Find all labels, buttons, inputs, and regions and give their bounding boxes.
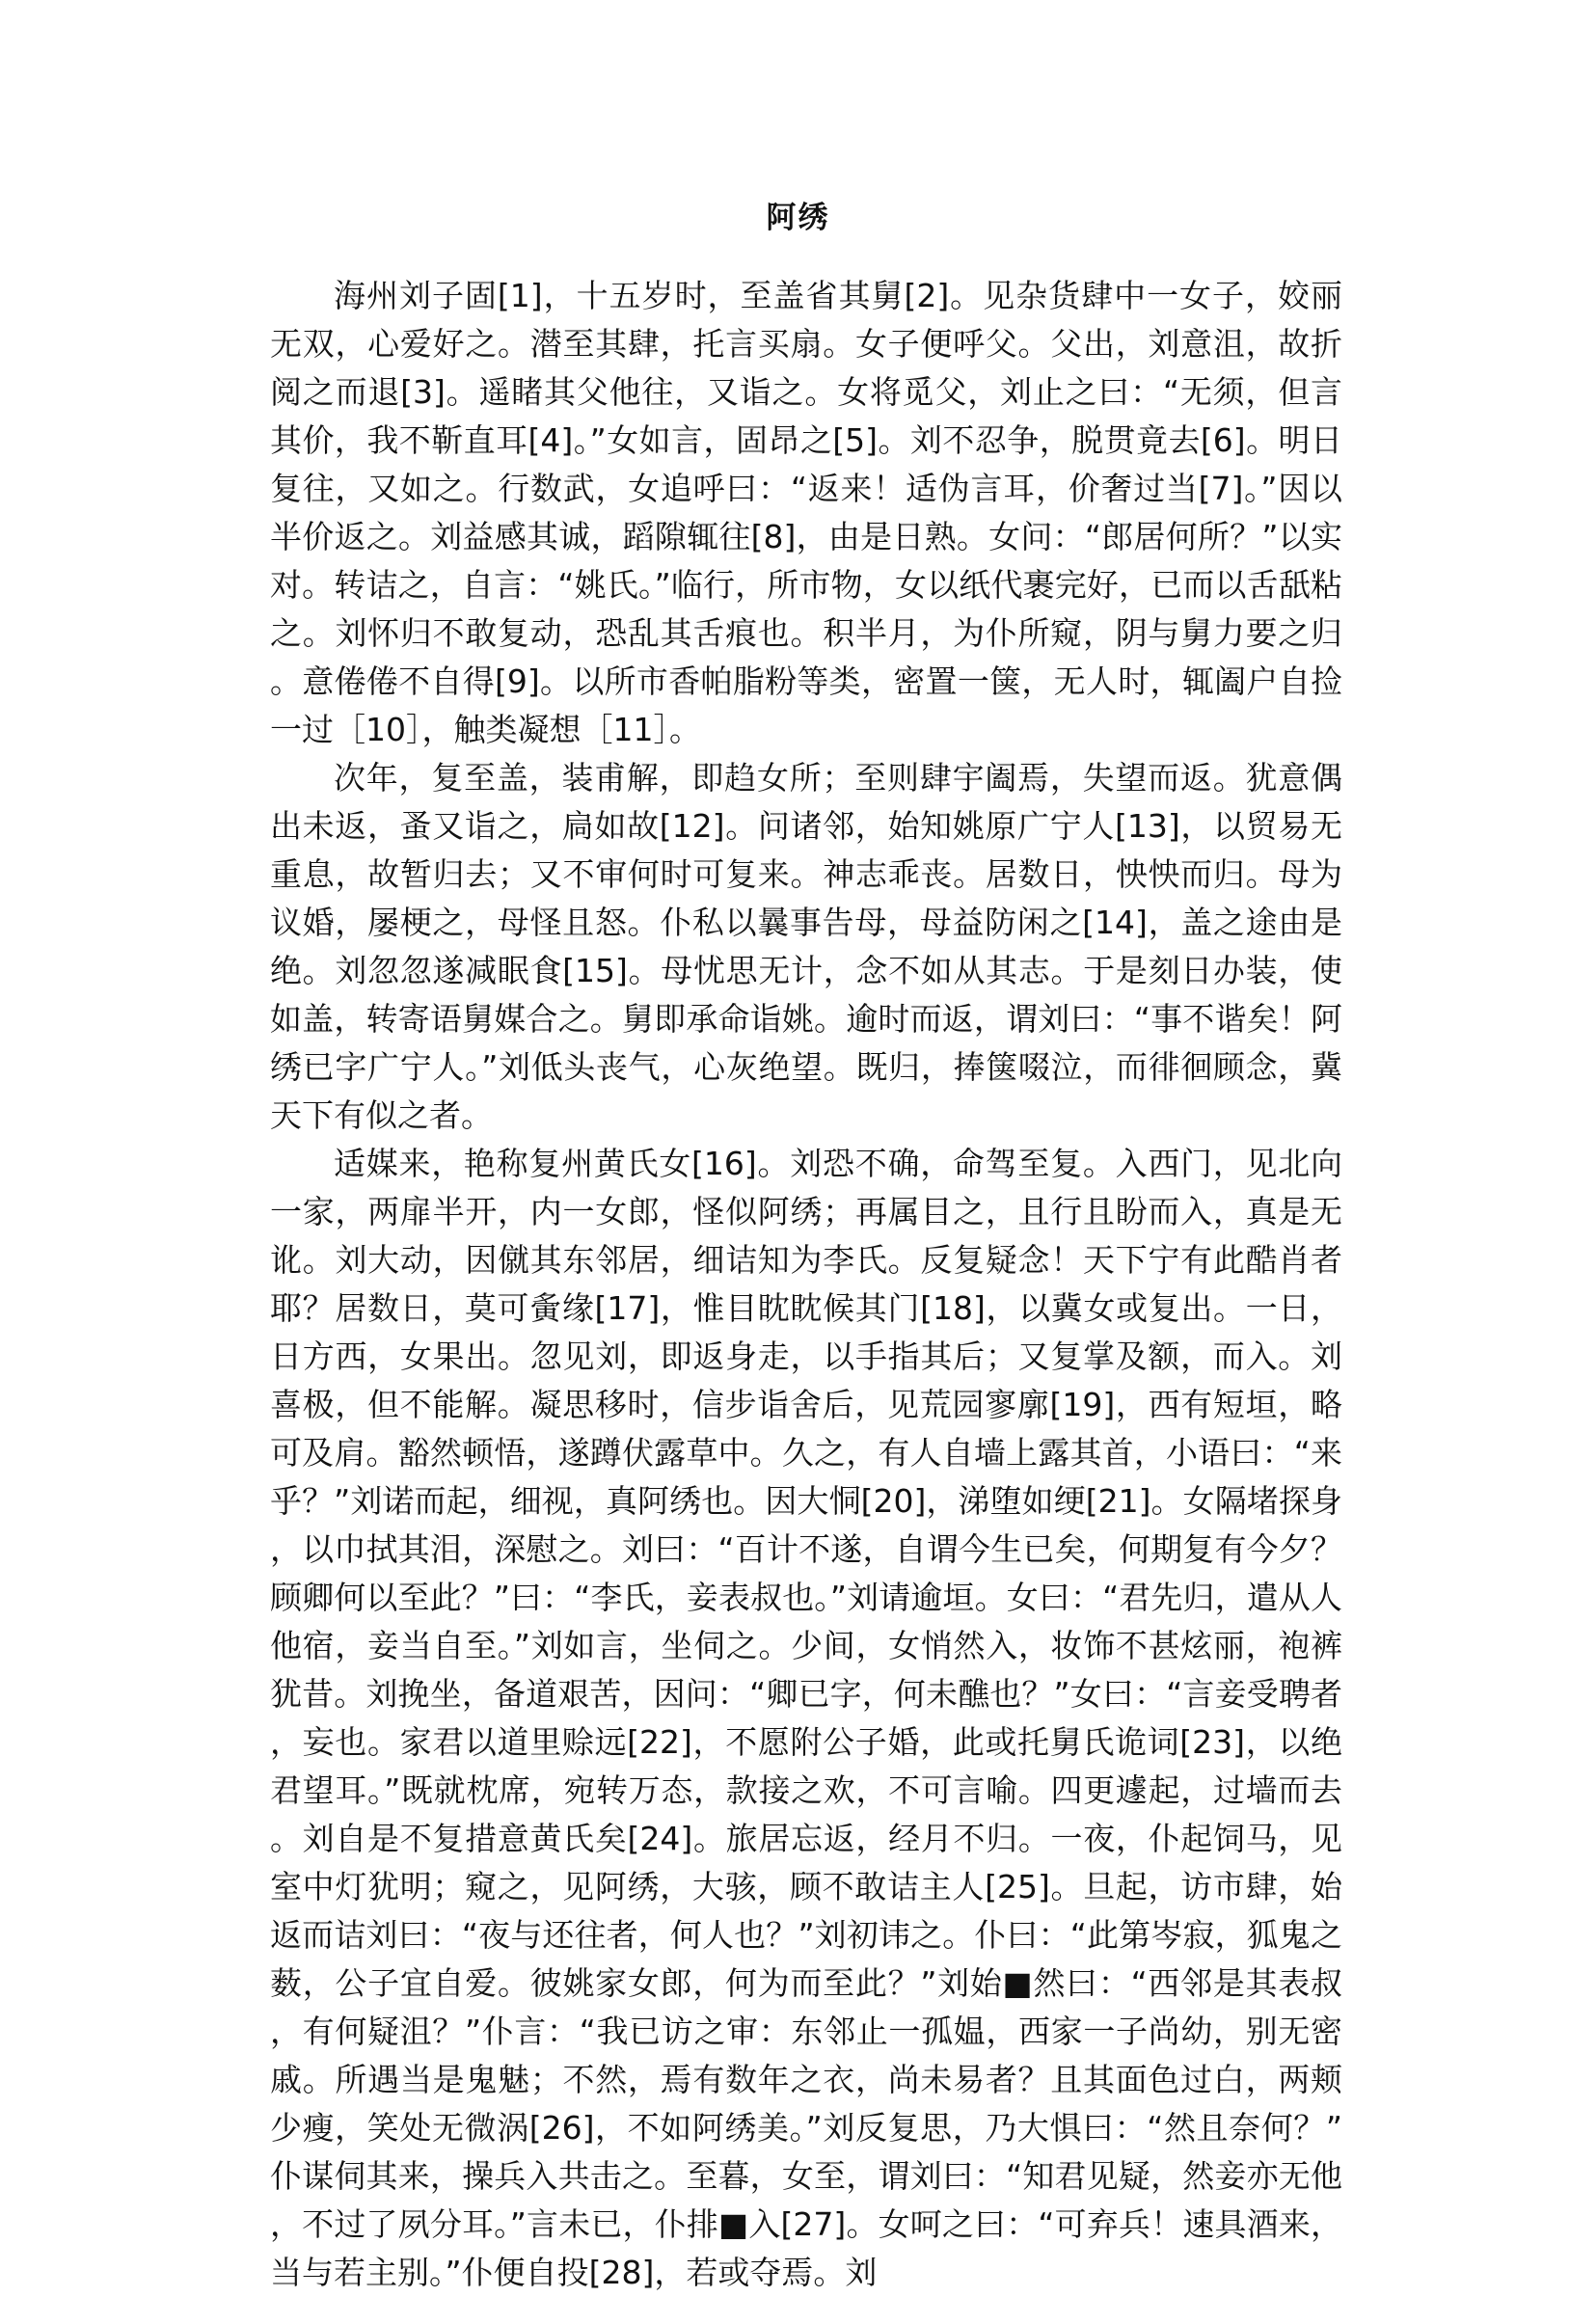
story-body xyxy=(270,272,1342,2297)
paragraph-1: 海州刘子固[1]，十五岁时，至盖省其舅[2]。见杂货肆中一女子，姣丽无双，心爱好之。潜至其肆，托言买扇。女子便呼父。父出，刘意沮，故折阅之而退[3]。遥睹其父他往，又诣之。女将觅父，刘止之曰：“无须，但言其价，我不靳直耳[4]。”女如言，固昂之[5]。刘不忍争，脱贯竟去[6]。明日复往，又如之。行数武，女追呼曰：“返来！适伪言耳，价奢过当[7]。”因以半价返之。刘益感其诚，蹈隙辄往[8]，由是日熟。女问：“郎居何所？”以实对。转诘之，自言：“姚氏。”临行，所市物，女以纸代裹完好，已而以舌舐粘之。刘怀归不敢复动，恐乱其舌痕也。积半月，为仆所窥，阴与舅力要之归。意倦倦不自得[9]。以所市香帕脂粉等类，密置一箧，无人时，辄阖户自捡一过［10］，触类凝想［11］。 xyxy=(270,277,1342,748)
paragraph-2: 次年，复至盖，装甫解，即趋女所；至则肆宇阖焉，失望而返。犹意偶出未返，蚤又诣之，扃如故[12]。问诸邻，始知姚原广宁人[13]，以贸易无重息，故暂归去；又不审何时可复来。神志乖丧。居数日，怏怏而归。母为议婚，屡梗之，母怪且怒。仆私以曩事告母，母益防闲之[14]，盖之途由是绝。刘忽忽遂减眠食[15]。母忧思无计，念不如从其志。于是刻日办装，使如盖，转寄语舅媒合之。舅即承命诣姚。逾时而返，谓刘曰：“事不谐矣！阿绣已字广宁人。”刘低头丧气，心灰绝望。既归，捧箧啜泣，而徘徊顾念，冀天下有似之者。 xyxy=(270,759,1342,1134)
paragraph-3: 适媒来，艳称复州黄氏女[16]。刘恐不确，命驾至复。入西门，见北向一家，两扉半开，内一女郎，怪似阿绣；再属目之，且行且盼而入，真是无讹。刘大动，因僦其东邻居，细诘知为李氏。反复疑念！天下宁有此酷肖者耶？居数日，莫可夤缘[17]，惟目眈眈候其门[18]，以冀女或复出。一日，日方西，女果出。忽见刘，即返身走，以手指其后；又复掌及额，而入。刘喜极，但不能解。凝思移时，信步诣舍后，见荒园寥廓[19]，西有短垣，略可及肩。豁然顿悟，遂蹲伏露草中。久之，有人自墙上露其首，小语曰：“来乎？”刘诺而起，细视，真阿绣也。因大恫[20]，涕堕如绠[21]。女隔堵探身，以巾拭其泪，深慰之。刘曰：“百计不遂，自谓今生已矣，何期复有今夕？顾卿何以至此？”曰：“李氏，妾表叔也。”刘请逾垣。女曰：“君先归，遣从人他宿，妾当自至。”刘如言，坐伺之。少间，女悄然入，妆饰不甚炫丽，袍裤犹昔。刘挽坐，备道艰苦，因问：“卿已字，何未醮也？”女曰：“言妾受聘者，妄也。家君以道里赊远[22]，不愿附公子婚，此或托舅氏诡词[23]，以绝君望耳。”既就枕席，宛转万态，款接之欢，不可言喻。四更遽起，过墙而去。刘自是不复措意黄氏矣[24]。旅居忘返，经月不归。一夜，仆起饲马，见室中灯犹明；窥之，见阿绣，大骇，顾不敢诘主人[25]。旦起，访市肆，始返而诘刘曰：“夜与还往者，何人也？”刘初讳之。仆曰：“此第岑寂，狐鬼之薮，公子宜自爱。彼姚家女郎，何为而至此？”刘始■然曰：“西邻是其表叔，有何疑沮？”仆言：“我已访之审：东邻止一孤媪，西家一子尚幼，别无密戚。所遇当是鬼魅；不然，焉有数年之衣，尚未易者？且其面色过白，两颊少瘦，笑处无微涡[26]，不如阿绣美。”刘反复思，乃大惧曰：“然且奈何？”仆谋伺其来，操兵入共击之。至暮，女至，谓刘曰：“知君见疑，然妾亦无他，不过了夙分耳。”言未已，仆排■入[27]。女呵之曰：“可弃兵！速具酒来，当与若主别。”仆便自投[28]，若或夺焉。刘 xyxy=(270,1145,1342,2291)
page-title: 阿绣 xyxy=(766,201,830,235)
